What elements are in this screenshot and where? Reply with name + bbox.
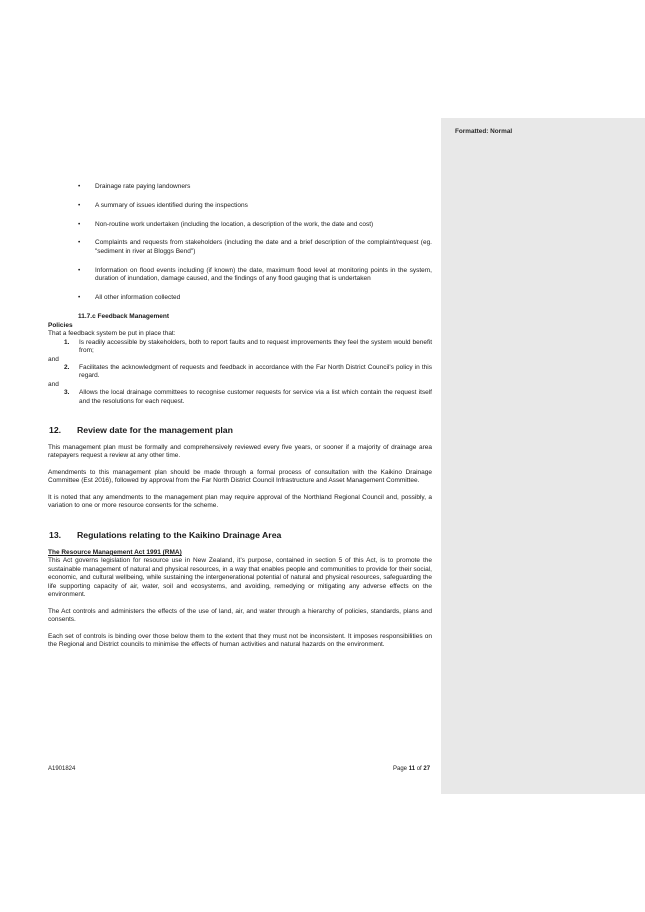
bullet-text: Complaints and requests from stakeholders (including the date and a brief description of the complaint/request (eg. "sediment in river at Bloggs Bend") xyxy=(95,239,432,255)
bullet-icon: • xyxy=(78,220,81,228)
bullet-item xyxy=(48,183,432,191)
paragraph: This Act governs legislation for resource use in New Zealand, it’s purpose, contained in section 5 of this Act, is to promote the sustainable management of natural and physical resources, in a way that enables people and communities to provide for their social, economic, and cultural wellbeing, while sustaining the intergenerational potential of natural and physical resources, safeguarding the life supporting capacity of air, water, soil and ecosystems, and avoiding, remedying or mitigating any adverse effects on the environment. xyxy=(48,557,432,598)
bullet-icon: • xyxy=(78,266,81,274)
bullet-item xyxy=(48,294,432,302)
policy-number: 3. xyxy=(64,389,70,397)
section-13-heading xyxy=(48,530,432,541)
page-of: of xyxy=(415,766,424,772)
bullet-text: All other information collected xyxy=(95,293,181,301)
feedback-heading: 11.7.c Feedback Management xyxy=(78,312,170,320)
rma-subheading: The Resource Management Act 1991 (RMA) xyxy=(48,548,182,556)
section-title: Regulations relating to the Kaikino Drainage Area xyxy=(77,529,282,540)
and-connector: and xyxy=(48,380,59,388)
bullet-item xyxy=(48,202,432,210)
bullet-text: A summary of issues identified during the inspections xyxy=(95,201,248,209)
section-12-heading xyxy=(48,425,432,436)
paragraph: Each set of controls is binding over those below them to the extent that they must not be inconsistent. It imposes responsibilities on the Regional and District councils to minimise the effects of human activities and natural hazards on the environment. xyxy=(48,632,432,648)
paragraph: It is noted that any amendments to the management plan may require approval of the Northland Regional Council and, possibly, a variation to one or more resource consents for the scheme. xyxy=(48,494,432,510)
comment-label[interactable]: Formatted: Normal xyxy=(455,128,513,135)
bullet-item xyxy=(48,239,432,256)
page-number xyxy=(393,766,430,772)
policy-text: Facilitates the acknowledgment of requests and feedback in accordance with the Far North District Council's policy in this regard. xyxy=(79,364,432,380)
paragraph: Amendments to this management plan should be made through a formal process of consultation with the Kaikino Drainage Committee (Est 2016), followed by approval from the Far North District Council Infrastructure and Asset Management Committee. xyxy=(48,469,432,485)
page-current: 11 xyxy=(408,766,416,772)
bullet-item xyxy=(48,267,432,284)
page-total: 27 xyxy=(423,766,431,772)
policies-intro: That a feedback system be put in place that: xyxy=(48,330,176,338)
bullet-icon: • xyxy=(78,183,81,190)
policy-number: 2. xyxy=(64,364,70,372)
section-title: Review date for the management plan xyxy=(77,425,233,436)
paragraph: The Act controls and administers the effects of the use of land, air, and water through a hierarchy of policies, standards, plans and consents. xyxy=(48,607,432,623)
section-number: 12. xyxy=(49,425,62,436)
document-page xyxy=(48,183,432,658)
paragraph: This management plan must be formally and comprehensively reviewed every five years, or sooner if a majority of drainage area ratepayers request a review at any other time. xyxy=(48,444,432,460)
policy-item xyxy=(48,339,432,356)
policy-text: Allows the local drainage committees to recognise customer requests for service via a list which contain the request itself and the resolutions for each request. xyxy=(79,389,432,405)
policy-item xyxy=(48,389,432,406)
section-number: 13. xyxy=(49,529,62,540)
bullet-text: Information on flood events including (if known) the date, maximum flood level at monitoring points in the system, duration of inundation, damage caused, and the findings of any flood gauging that is undertaken xyxy=(95,266,432,282)
page-prefix: Page xyxy=(393,766,409,772)
policy-item xyxy=(48,364,432,381)
bullet-item xyxy=(48,221,432,229)
policy-number: 1. xyxy=(64,338,70,346)
bullet-icon: • xyxy=(78,293,81,301)
and-connector: and xyxy=(48,355,59,363)
bullet-text: Drainage rate paying landowners xyxy=(95,183,191,190)
policies-label: Policies xyxy=(48,322,73,329)
policy-text: Is readily accessible by stakeholders, both to report faults and to request improvements they feel the system would benefit from; xyxy=(79,338,432,355)
bullet-icon: • xyxy=(78,239,81,247)
comment-pane[interactable] xyxy=(441,118,645,794)
bullet-icon: • xyxy=(78,201,81,209)
bullet-text: Non-routine work undertaken (including the location, a description of the work, the date and cost) xyxy=(95,220,374,228)
document-id: A1901824 xyxy=(48,766,76,772)
